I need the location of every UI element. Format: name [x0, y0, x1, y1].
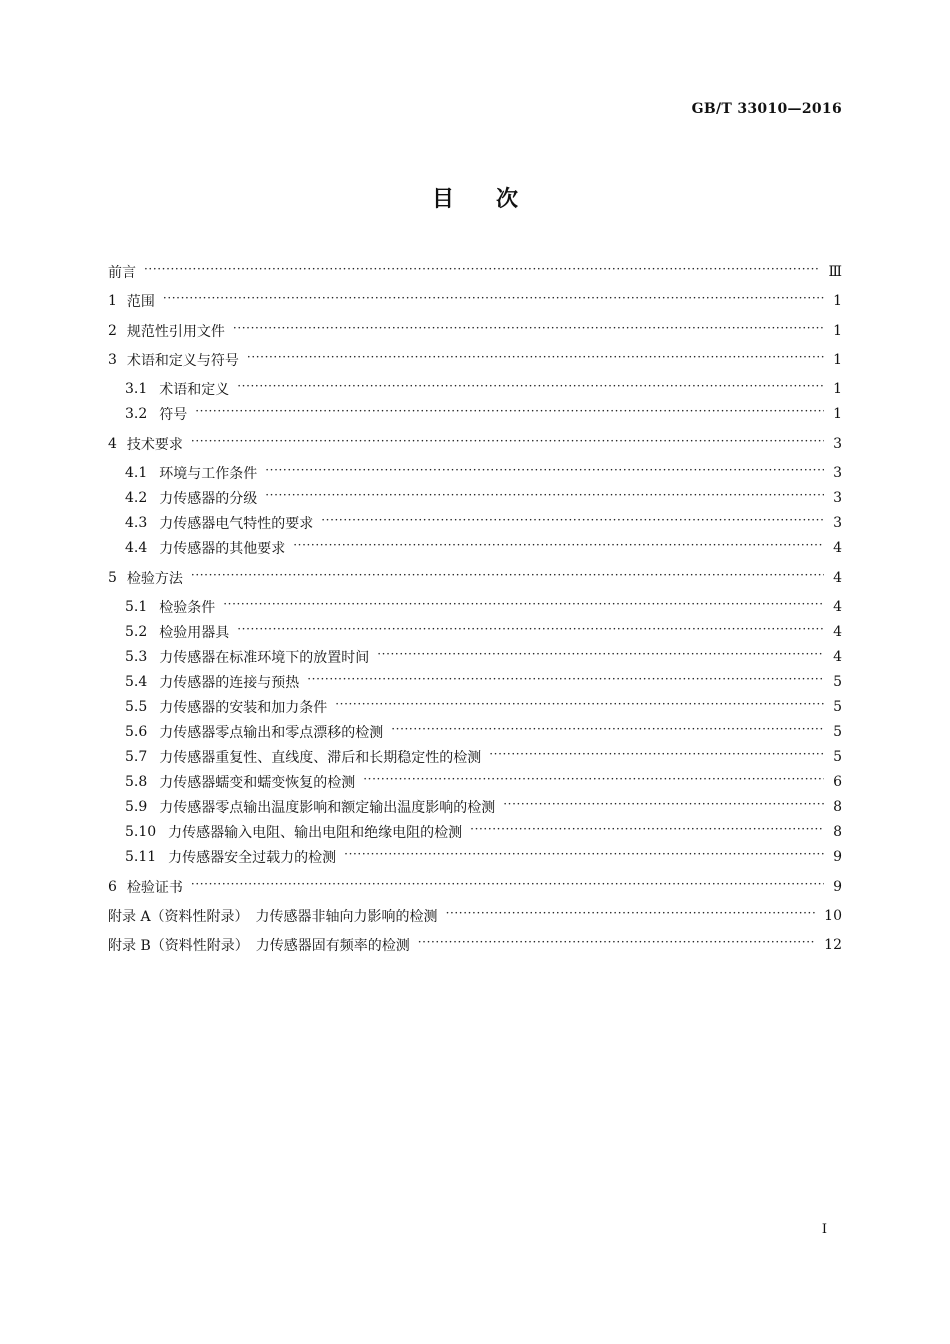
toc-leader-dots	[418, 938, 816, 952]
toc-leader-dots	[265, 491, 824, 505]
toc-entry-page: 1	[833, 406, 842, 422]
toc-leader-dots	[489, 750, 824, 764]
toc-entry-page: 9	[833, 879, 842, 895]
toc-leader-dots	[191, 880, 824, 894]
toc-entry[interactable]	[108, 262, 842, 282]
toc-entry-page: 10	[824, 908, 842, 924]
toc-entry-page: 12	[824, 937, 842, 953]
toc-entry[interactable]	[108, 321, 842, 341]
toc-entry-number: 5.1	[125, 599, 148, 615]
toc-entry[interactable]	[125, 847, 842, 867]
toc-entry-number: 5.9	[125, 799, 148, 815]
toc-entry-page: 4	[833, 599, 842, 615]
toc-entry-page: 1	[833, 352, 842, 368]
toc-entry-label: 力传感器安全过载力的检测	[168, 850, 337, 866]
toc-entry-page: 3	[833, 436, 842, 452]
toc-entry-label: 力传感器在标准环境下的放置时间	[159, 650, 370, 666]
toc-entry[interactable]	[125, 538, 842, 558]
toc-entry-page: 1	[833, 323, 842, 339]
toc-entry-number: 4.2	[125, 490, 148, 506]
toc-entry-number: 4.1	[125, 465, 148, 481]
toc-entry-label: 前言	[108, 265, 136, 281]
toc-entry-page: 6	[833, 774, 842, 790]
toc-entry[interactable]	[125, 463, 842, 483]
toc-entry-label: 力传感器蠕变和蠕变恢复的检测	[159, 775, 356, 791]
toc-entry-number: 5.10	[125, 824, 157, 840]
toc-leader-dots	[344, 850, 824, 864]
toc-entry-label: 检验用器具	[159, 625, 230, 641]
toc-entry-number: 5	[108, 570, 117, 586]
toc-entry-label: 技术要求	[126, 437, 183, 453]
toc-entry-page: 9	[833, 849, 842, 865]
toc-leader-dots	[237, 625, 824, 639]
toc-entry-label: 检验条件	[159, 600, 216, 616]
toc-entry[interactable]	[108, 291, 842, 311]
toc-entry-page: 5	[833, 674, 842, 690]
toc-entry-page: 4	[833, 540, 842, 556]
toc-entry-number: 4.3	[125, 515, 148, 531]
toc-entry-label: 力传感器零点输出温度影响和额定输出温度影响的检测	[159, 800, 496, 816]
toc-entry-number: 5.5	[125, 699, 148, 715]
toc-entry-label: 力传感器零点输出和零点漂移的检测	[159, 725, 384, 741]
toc-leader-dots	[391, 725, 824, 739]
toc-entry-label: 力传感器的分级	[159, 491, 258, 507]
toc-entry-label: 力传感器电气特性的要求	[159, 516, 314, 532]
toc-leader-dots	[470, 825, 824, 839]
toc-leader-dots	[321, 516, 824, 530]
toc-entry[interactable]	[125, 772, 842, 792]
page-title: 目次	[431, 186, 560, 212]
toc-entry-number: 6	[108, 879, 117, 895]
toc-entry-label: 检验证书	[126, 880, 183, 896]
toc-entry[interactable]	[108, 906, 842, 926]
toc-leader-dots	[293, 541, 824, 555]
toc-entry-label: 环境与工作条件	[159, 466, 258, 482]
toc-entry-page: 4	[833, 649, 842, 665]
toc-entry-number: 1	[108, 293, 117, 309]
toc-entry-number: 5.8	[125, 774, 148, 790]
toc-entry[interactable]	[125, 379, 842, 399]
toc-entry-label: 范围	[126, 294, 155, 310]
toc-entry[interactable]	[108, 434, 842, 454]
toc-entry-number: 5.3	[125, 649, 148, 665]
toc-entry-number: 5.4	[125, 674, 148, 690]
toc-entry-number: 5.2	[125, 624, 148, 640]
toc-leader-dots	[363, 775, 824, 789]
toc-entry-page: 5	[833, 749, 842, 765]
toc-entry-number: 3	[108, 352, 117, 368]
toc-leader-dots	[446, 909, 817, 923]
toc-entry[interactable]	[125, 797, 842, 817]
toc-entry-label: 附录 A（资料性附录） 力传感器非轴向力影响的检测	[108, 909, 438, 925]
toc-leader-dots	[307, 675, 824, 689]
toc-entry-label: 符号	[159, 407, 188, 423]
toc-entry[interactable]	[125, 822, 842, 842]
toc-entry-number: 3.1	[125, 381, 148, 397]
toc-entry-number: 5.11	[125, 849, 157, 865]
toc-leader-dots	[223, 600, 824, 614]
toc-leader-dots	[191, 437, 824, 451]
toc-entry-label: 力传感器输入电阻、输出电阻和绝缘电阻的检测	[168, 825, 463, 841]
toc-entry-label: 力传感器重复性、直线度、滞后和长期稳定性的检测	[159, 750, 482, 766]
toc-entry[interactable]	[108, 877, 842, 897]
toc-entry[interactable]	[125, 597, 842, 617]
toc-entry-label: 规范性引用文件	[126, 324, 225, 340]
toc-entry[interactable]	[108, 935, 842, 955]
toc-leader-dots	[163, 294, 824, 308]
toc-entry-page: 8	[833, 824, 842, 840]
toc-entry-label: 力传感器的安装和加力条件	[159, 700, 328, 716]
toc-entry-page: 4	[833, 570, 842, 586]
toc-entry[interactable]	[125, 488, 842, 508]
toc-leader-dots	[377, 650, 824, 664]
toc-entry-number: 5.7	[125, 749, 148, 765]
toc-entry[interactable]	[125, 622, 842, 642]
toc-entry-page: 4	[833, 624, 842, 640]
toc-entry[interactable]	[125, 672, 842, 692]
toc-leader-dots	[335, 700, 824, 714]
toc-entry-label: 术语和定义与符号	[126, 353, 239, 369]
toc-entry-number: 2	[108, 323, 117, 339]
toc-leader-dots	[247, 353, 824, 367]
toc-entry-page: 3	[833, 515, 842, 531]
toc-entry-page: 1	[833, 381, 842, 397]
toc-entry[interactable]	[125, 697, 842, 717]
toc-entry-label: 力传感器的其他要求	[159, 541, 286, 557]
toc-entry[interactable]	[125, 513, 842, 533]
toc-entry[interactable]	[125, 404, 842, 424]
toc-leader-dots	[237, 382, 824, 396]
toc-entry-number: 4.4	[125, 540, 148, 556]
page-number: I	[821, 1222, 827, 1237]
toc-entry[interactable]	[108, 568, 842, 588]
toc-leader-dots	[233, 324, 824, 338]
toc-entry-page: 3	[833, 465, 842, 481]
toc-entry-number: 5.6	[125, 724, 148, 740]
toc-entry[interactable]	[125, 747, 842, 767]
toc-leader-dots	[144, 265, 820, 279]
toc-leader-dots	[265, 466, 824, 480]
toc-entry[interactable]	[108, 350, 842, 370]
toc-entry-label: 检验方法	[126, 571, 183, 587]
toc-entry-label: 力传感器的连接与预热	[159, 675, 300, 691]
toc-entry-label: 附录 B（资料性附录） 力传感器固有频率的检测	[108, 938, 410, 954]
toc-entry-label: 术语和定义	[159, 382, 230, 398]
standard-code: GB/T 33010—2016	[691, 101, 842, 117]
toc-entry-page: 8	[833, 799, 842, 815]
toc-leader-dots	[191, 571, 824, 585]
toc-entry-page: 3	[833, 490, 842, 506]
toc-entry-page: Ⅲ	[828, 264, 842, 280]
toc-entry-number: 3.2	[125, 406, 148, 422]
toc-leader-dots	[503, 800, 824, 814]
toc-entry[interactable]	[125, 647, 842, 667]
toc-entry-page: 5	[833, 699, 842, 715]
toc-entry-number: 4	[108, 436, 117, 452]
toc-entry[interactable]	[125, 722, 842, 742]
toc-entry-page: 5	[833, 724, 842, 740]
toc-entry-page: 1	[833, 293, 842, 309]
toc-leader-dots	[195, 407, 824, 421]
